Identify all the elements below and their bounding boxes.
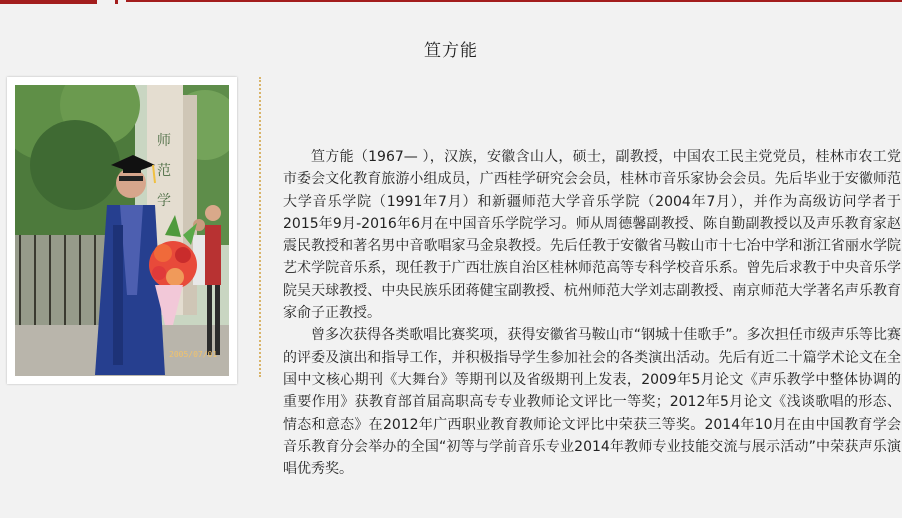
graduation-portrait-photo [15,85,229,376]
portrait-photo-frame [7,77,237,384]
page-title: 笪方能 [424,41,478,61]
bio-paragraph-2: 曾多次获得各类歌唱比赛奖项，获得安徽省马鞍山市“钢城十佳歌手”。多次担任市级声乐等比赛的评委及演出和指导工作，并积极指导学生参加社会的各类演出活动。先后有近二十篇学术论文在全国中文核心期刊《大舞台》等期刊以及省级期刊上发表，2009年5月论文《声乐教学中整体协调的重要作用》获教育部首届高职高专专业教师论文评比一等奖；2012年5月论文《浅谈歌唱的形态、情态和意态》在2012年广西职业教育教师论文评比中荣获三等奖。2014年10月在由中国教育学会音乐教育分会举办的全国“初等与学前音乐专业2014年教师专业技能交流与展示活动”中荣获声乐演唱优秀奖。 [283,327,901,478]
top-decorative-bar [0,0,902,4]
photo-date-stamp: 2005/07/01 [169,350,218,359]
svg-text:师: 师 [157,133,171,149]
top-red-rule [126,0,902,2]
dotted-divider [259,77,261,377]
biography-text [283,146,901,480]
svg-text:范: 范 [157,163,171,179]
svg-text:学: 学 [157,193,171,209]
bio-paragraph-1: 笪方能（1967— ），汉族，安徽含山人，硕士，副教授，中国农工民主党党员，桂林市农工党市委会文化教育旅游小组成员，广西桂学研究会会员，桂林市音乐家协会会员。先后毕业于安徽师范大学音乐学院（1991年7月）和新疆师范大学音乐学院（2004年7月），并作为高级访问学者于2015年9月-2016年6月在中国音乐学院学习。师从周德馨副教授、陈自勤副教授以及声乐教育家赵震民教授和著名男中音歌唱家马金泉教授。先后任教于安徽省马鞍山市十七冶中学和浙江省丽水学院艺术学院音乐系，现任教于广西壮族自治区桂林师范高等专科学校音乐系。曾先后求教于中央音乐学院吴天球教授、中央民族乐团蒋健宝副教授、杭州师范大学刘志副教授、南京师范大学著名声乐教育家俞子正教授。 [283,149,901,322]
top-tab-notch [97,0,115,4]
